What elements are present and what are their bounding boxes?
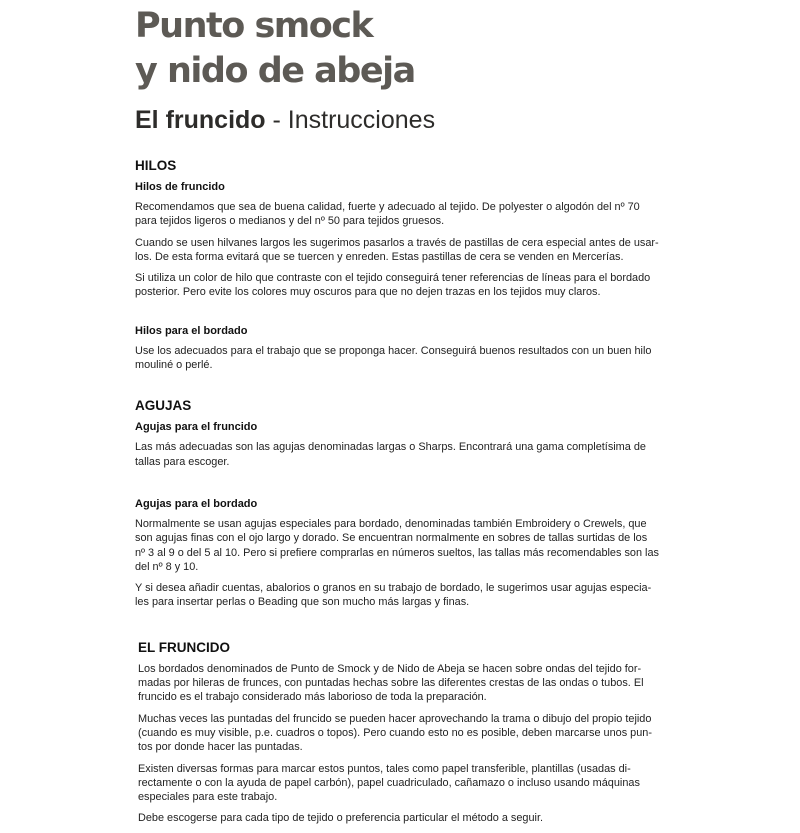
subheading-agujas-bordado: Agujas para el bordado bbox=[135, 497, 258, 510]
subtitle-rest: - Instrucciones bbox=[265, 106, 436, 134]
section-heading-agujas: AGUJAS bbox=[135, 398, 192, 414]
text-line: Si utiliza un color de hilo que contraste con el tejido conseguirá tener referencias de líneas para el bordado bbox=[135, 272, 651, 285]
text-line: Existen diversas formas para marcar estos puntos, tales como papel transferible, plantillas (usadas di- bbox=[138, 762, 631, 775]
text-line: Normalmente se usan agujas especiales para bordado, denominadas también Embroidery o Crewels, que bbox=[135, 517, 647, 530]
page-subtitle bbox=[135, 104, 435, 136]
text-line: Debe escogerse para cada tipo de tejido o preferencia particular el método a seguir. bbox=[138, 812, 544, 825]
section-fruncido bbox=[138, 639, 655, 826]
text-line: Las más adecuadas son las agujas denominadas largas o Sharps. Encontrará una gama completísima de bbox=[135, 441, 646, 454]
title-line-1: Punto smock bbox=[135, 6, 373, 46]
text-line: Los bordados denominados de Punto de Smock y de Nido de Abeja se hacen sobre ondas del tejido for- bbox=[138, 662, 642, 675]
document-body bbox=[135, 157, 659, 833]
subheading-agujas-fruncido: Agujas para el fruncido bbox=[135, 421, 258, 434]
text-line: del nº 8 y 10. bbox=[135, 560, 199, 573]
paragraph bbox=[138, 811, 655, 825]
paragraph bbox=[138, 712, 655, 755]
subheading-hilos-bordado: Hilos para el bordado bbox=[135, 324, 248, 337]
text-line: son agujas finas con el ojo largo y dorado. Se encuentran normalmente en sobres de tallas surtidas de los bbox=[135, 532, 648, 545]
text-line: tallas para escoger. bbox=[135, 455, 230, 468]
text-line: les para insertar perlas o Beading que son mucho más largas y finas. bbox=[135, 596, 470, 609]
text-line: los. De esta forma evitará que se tuercen y enreden. Estas pastillas de cera se venden en Mercerías. bbox=[135, 250, 624, 263]
text-line: posterior. Pero evite los colores muy oscuros para que no dejen trazas en los tejidos muy claros. bbox=[135, 286, 601, 299]
text-line: Cuando se usen hilvanes largos les sugerimos pasarlos a través de pastillas de cera especial antes de usar- bbox=[135, 236, 659, 249]
paragraph bbox=[135, 236, 659, 265]
text-line: Muchas veces las puntadas del fruncido se pueden hacer aprovechando la trama o dibujo del propio tejido bbox=[138, 712, 652, 725]
page-title bbox=[135, 4, 415, 94]
text-line: rectamente o con la ayuda de papel carbón), papel cuadriculado, cañamazo o incluso usando máquinas bbox=[138, 776, 640, 789]
text-line: mouliné o perlé. bbox=[135, 359, 213, 372]
title-line-2: y nido de abeja bbox=[135, 51, 415, 91]
subtitle-bold: El fruncido bbox=[135, 106, 266, 134]
text-line: nº 3 al 9 o del 5 al 10. Pero si prefiere comprarlas en números sueltos, las tallas más recomendables son las bbox=[135, 546, 659, 559]
paragraph bbox=[138, 662, 655, 705]
text-line: para tejidos ligeros o medianos y del nº 50 para tejidos gruesos. bbox=[135, 215, 445, 228]
text-line: tos por donde hacer las puntadas. bbox=[138, 741, 303, 754]
text-line: madas por hileras de frunces, con puntadas hechas sobre las diferentes crestas de las ondas o tubos. El bbox=[138, 677, 644, 690]
section-heading-fruncido: EL FRUNCIDO bbox=[138, 639, 231, 655]
text-line: Recomendamos que sea de buena calidad, fuerte y adecuado al tejido. De polyester o algodón del nº 70 bbox=[135, 201, 640, 213]
text-line: (cuando es muy visible, p.e. cuadros o topos). Pero cuando esto no es posible, deben marcarse unos pun- bbox=[138, 726, 652, 739]
text-line: Y si desea añadir cuentas, abalorios o granos en su trabajo de bordado, le sugerimos usar agujas especia- bbox=[135, 582, 652, 595]
text-line: Use los adecuados para el trabajo que se proponga hacer. Conseguirá buenos resultados con un buen hilo bbox=[135, 344, 652, 357]
paragraph bbox=[138, 762, 655, 805]
paragraph bbox=[135, 200, 655, 229]
paragraph bbox=[135, 581, 655, 610]
text-line: especiales para este trabajo. bbox=[138, 791, 278, 804]
section-heading-hilos: HILOS bbox=[135, 158, 177, 173]
paragraph bbox=[135, 517, 659, 574]
paragraph bbox=[135, 440, 655, 469]
subheading-hilos-fruncido: Hilos de fruncido bbox=[135, 181, 225, 193]
paragraph bbox=[135, 344, 655, 373]
text-line: fruncido es el trabajo considerado más laborioso de toda la preparación. bbox=[138, 691, 487, 704]
paragraph bbox=[135, 271, 655, 300]
